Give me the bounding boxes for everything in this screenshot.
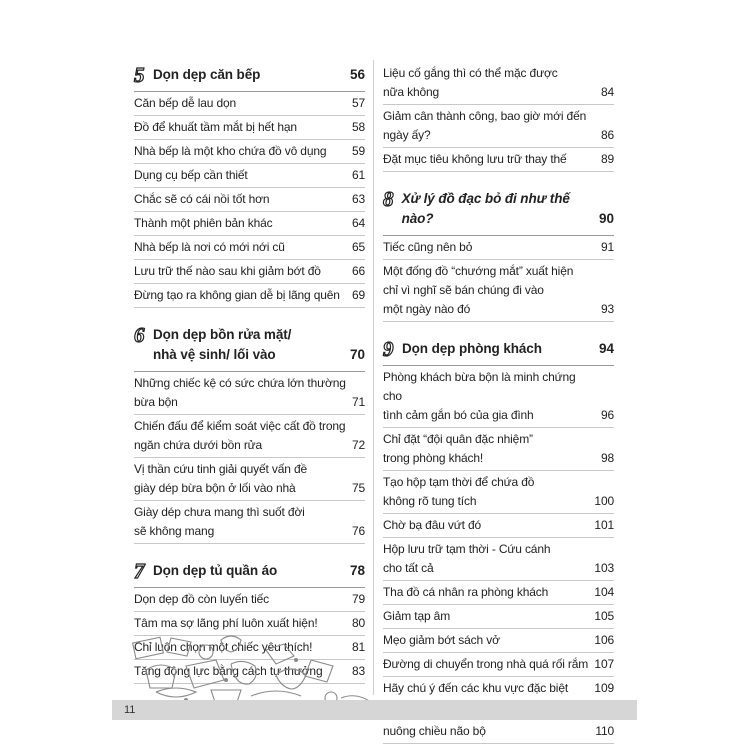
toc-entry-page: 64 (351, 216, 365, 230)
toc-section (383, 336, 614, 744)
toc-entry (383, 538, 614, 581)
toc-entry-line: Hộp lưu trữ tạm thời - Cứu cánh (383, 542, 551, 556)
toc-entry-line: giày dép bừa bộn ở lối vào nhà (134, 481, 296, 495)
toc-entry-line: ngăn chứa dưới bồn rửa (134, 438, 263, 452)
toc-entry-title (134, 286, 352, 305)
toc-entry-line: Dụng cụ bếp cần thiết (134, 168, 248, 182)
toc-entry-title (383, 583, 594, 602)
toc-entry-title (383, 262, 601, 319)
toc-entry-line: Chờ bạ đâu vứt đó (383, 518, 482, 532)
toc-entry (134, 501, 365, 544)
toc-entry-line: trong phòng khách! (383, 451, 484, 465)
section-title-line: Dọn dẹp bồn rửa mặt/ (153, 327, 292, 342)
section-heading (134, 558, 365, 588)
toc-entry-title (383, 516, 594, 535)
toc-section (134, 62, 365, 308)
section-number: 6 (134, 323, 145, 347)
toc-entry-title (383, 631, 594, 650)
section-number: 7 (134, 559, 145, 583)
toc-entry (134, 140, 365, 164)
toc-entry-line: chỉ vì nghĩ sẽ bán chúng đi vào (383, 283, 544, 297)
toc-entry-page: 100 (594, 494, 614, 508)
section-title-line: nhà vệ sinh/ lối vào (153, 347, 276, 362)
toc-entry-page: 63 (351, 192, 365, 206)
toc-entry-title (383, 473, 594, 511)
toc-entry-page: 103 (594, 561, 614, 575)
toc-entry-title (134, 374, 352, 412)
toc-entry (134, 260, 365, 284)
toc-entry-page: 58 (351, 120, 365, 134)
toc-entry-page: 79 (351, 592, 365, 606)
toc-entry (134, 236, 365, 260)
toc-entry-line: sẽ không mang (134, 524, 215, 538)
clutter-illustration (126, 630, 386, 710)
footer-band (112, 700, 637, 720)
toc-entry-line: không rõ tung tích (383, 494, 477, 508)
toc-entry-page: 89 (600, 152, 614, 166)
toc-entry-line: Chỉ luôn chọn một chiếc yêu thích! (134, 640, 313, 654)
toc-entry-line: Chiến đấu để kiểm soát việc cất đồ trong (134, 419, 346, 433)
toc-entry-page: 69 (351, 288, 365, 302)
toc-entry-line: ngày ấy? (383, 128, 431, 142)
toc-entry (383, 677, 614, 701)
toc-left-column (134, 62, 365, 684)
toc-entry (383, 605, 614, 629)
toc-entry-title (134, 166, 352, 185)
toc-entry-line: Giày dép chưa mang thì suốt đời (134, 505, 305, 519)
section-heading (383, 336, 614, 366)
toc-entry-line: Giảm tạp âm (383, 609, 451, 623)
toc-entry-line: Liệu cố gắng thì có thể mặc được (383, 66, 558, 80)
section-page: 56 (349, 67, 365, 82)
toc-section (383, 186, 614, 322)
toc-entry-page: 91 (600, 240, 614, 254)
toc-entry-line: Một đống đồ “chướng mắt” xuất hiện (383, 264, 574, 278)
toc-entry-line: Dọn dẹp đồ còn luyến tiếc (134, 592, 270, 606)
toc-entry-page: 71 (351, 395, 365, 409)
toc-entry-page: 86 (600, 128, 614, 142)
toc-entry-page: 65 (351, 240, 365, 254)
toc-entry-line: Tha đồ cá nhân ra phòng khách (383, 585, 549, 599)
toc-entry-title (383, 607, 594, 626)
toc-entry-line: Đường di chuyển trong nhà quá rối rắm (383, 657, 589, 671)
toc-entry-page: 101 (594, 518, 614, 532)
toc-entry (134, 116, 365, 140)
toc-entry-title (383, 655, 594, 674)
section-title (153, 325, 291, 365)
section-title-line: Dọn dẹp tủ quần áo (153, 563, 278, 578)
section-page: 94 (598, 341, 614, 356)
toc-entry-title (134, 590, 352, 609)
toc-entry-page: 84 (600, 85, 614, 99)
section-heading (134, 322, 365, 372)
toc-entry-line: nữa không (383, 85, 440, 99)
toc-entry-line: Chắc sẽ có cái nồi tốt hơn (134, 192, 270, 206)
toc-entry-page: 93 (600, 302, 614, 316)
toc-entry-page: 105 (594, 609, 614, 623)
toc-right-column (383, 62, 614, 744)
section-title-line: Xử lý đồ đạc bỏ đi như thế nào? (401, 191, 570, 226)
toc-entry-page: 57 (351, 96, 365, 110)
toc-entry-page: 83 (351, 664, 365, 678)
toc-entry (383, 581, 614, 605)
toc-entry (134, 188, 365, 212)
toc-entry-page: 59 (351, 144, 365, 158)
toc-entry (134, 212, 365, 236)
toc-entry-line: Tăng động lực bằng cách tự thưởng (134, 664, 323, 678)
toc-entry-page: 72 (351, 438, 365, 452)
toc-entry-title (134, 460, 352, 498)
toc-entry-page: 81 (351, 640, 365, 654)
toc-entry-title (134, 238, 352, 257)
toc-entry-line: cho tất cả (383, 561, 434, 575)
toc-entry-page: 66 (351, 264, 365, 278)
toc-entry-line: Thành một phiên bản khác (134, 216, 273, 230)
toc-entry-page: 75 (351, 481, 365, 495)
toc-entry-line: Mẹo giảm bớt sách vở (383, 633, 500, 647)
toc-section (134, 322, 365, 544)
toc-entry-title (383, 540, 594, 578)
toc-entry-page: 98 (600, 451, 614, 465)
toc-entry (134, 588, 365, 612)
toc-entry-page: 109 (594, 681, 614, 695)
toc-entry-title (134, 503, 352, 541)
toc-entry-title (383, 430, 601, 468)
toc-entry-line: Tạo hộp tạm thời để chứa đồ (383, 475, 535, 489)
toc-entry-line: Đừng tạo ra không gian dễ bị lãng quên (134, 288, 340, 302)
toc-entry-line: Căn bếp dễ lau dọn (134, 96, 237, 110)
page-number: 11 (124, 704, 136, 716)
column-divider (373, 60, 374, 695)
toc-entry-line: Những chiếc kệ có sức chứa lớn thường (134, 376, 346, 390)
toc-entry-line: Phòng khách bừa bộn là minh chứng cho (383, 370, 576, 403)
section-title (153, 561, 277, 581)
toc-entry (383, 629, 614, 653)
section-heading (134, 62, 365, 92)
toc-entry-line: Giảm cân thành công, bao giờ mới đến (383, 109, 587, 123)
toc-entry (383, 428, 614, 471)
toc-entry-line: Đồ để khuất tầm mắt bị hết hạn (134, 120, 297, 134)
toc-entry (383, 105, 614, 148)
toc-entry (383, 236, 614, 260)
toc-entry-page: 106 (594, 633, 614, 647)
toc-entry-title (383, 150, 601, 169)
toc-entry-title (383, 107, 601, 145)
section-title-line: Dọn dẹp phòng khách (402, 341, 542, 356)
toc-entry (134, 164, 365, 188)
section-number: 9 (383, 337, 394, 361)
section-page: 90 (598, 211, 614, 226)
toc-entry-page: 107 (594, 657, 614, 671)
toc-entry (383, 514, 614, 538)
section-number: 5 (134, 63, 145, 87)
toc-entry-line: bừa bộn (134, 395, 178, 409)
toc-entry-page: 96 (600, 408, 614, 422)
toc-entry (134, 415, 365, 458)
toc-entry-line: Tâm ma sợ lãng phí luôn xuất hiện! (134, 616, 318, 630)
toc-entry-line: Nhà bếp là một kho chứa đồ vô dụng (134, 144, 327, 158)
toc-entry (134, 284, 365, 308)
toc-entry-title (134, 94, 352, 113)
toc-entry-title (134, 190, 352, 209)
toc-entry-title (134, 262, 352, 281)
toc-entry (383, 471, 614, 514)
toc-entry-line: một ngày nào đó (383, 302, 471, 316)
toc-entry-page: 61 (351, 168, 365, 182)
section-title (402, 339, 542, 359)
toc-entry-line: Vị thần cứu tinh giải quyết vấn đề (134, 462, 308, 476)
toc-entry (383, 148, 614, 172)
toc-page (112, 43, 637, 738)
toc-entry-line: Tiếc cũng nên bỏ (383, 240, 473, 254)
toc-entry-line: Chỉ đặt “đội quân đặc nhiệm” (383, 432, 533, 446)
toc-entry-line: Nhà bếp là nơi có mới nới cũ (134, 240, 285, 254)
section-title (153, 65, 260, 85)
toc-entry-title (134, 118, 352, 137)
toc-entry (383, 62, 614, 105)
toc-entry-line: Hãy chú ý đến các khu vực đặc biệt (383, 681, 569, 695)
section-number: 8 (383, 187, 394, 211)
toc-entry-line: Lưu trữ thế nào sau khi giảm bớt đồ (134, 264, 321, 278)
toc-entry-title (134, 214, 352, 233)
toc-entry-title (134, 417, 352, 455)
toc-entry-title (383, 368, 601, 425)
toc-entry-page: 76 (351, 524, 365, 538)
toc-entry-page: 110 (595, 724, 614, 738)
section-title (402, 189, 599, 229)
toc-entry-page: 104 (594, 585, 614, 599)
section-title-line: Dọn dẹp căn bếp (153, 67, 261, 82)
section-heading (383, 186, 614, 236)
toc-entry-line: tình cảm gắn bó của gia đình (383, 408, 534, 422)
toc-entry-line: Đặt mục tiêu không lưu trữ thay thế (383, 152, 567, 166)
toc-entry-page: 80 (351, 616, 365, 630)
toc-entry-title (383, 679, 594, 698)
toc-entry (134, 372, 365, 415)
toc-entry (134, 92, 365, 116)
toc-entry (383, 260, 614, 322)
toc-entry (383, 366, 614, 428)
toc-entry-title (383, 238, 601, 257)
toc-entry (134, 458, 365, 501)
section-page: 70 (349, 347, 365, 362)
section-page: 78 (349, 563, 365, 578)
toc-entry-title (134, 142, 352, 161)
toc-entry (383, 653, 614, 677)
toc-entry-title (383, 64, 601, 102)
toc-entry-line: nuông chiều não bộ (383, 724, 486, 738)
